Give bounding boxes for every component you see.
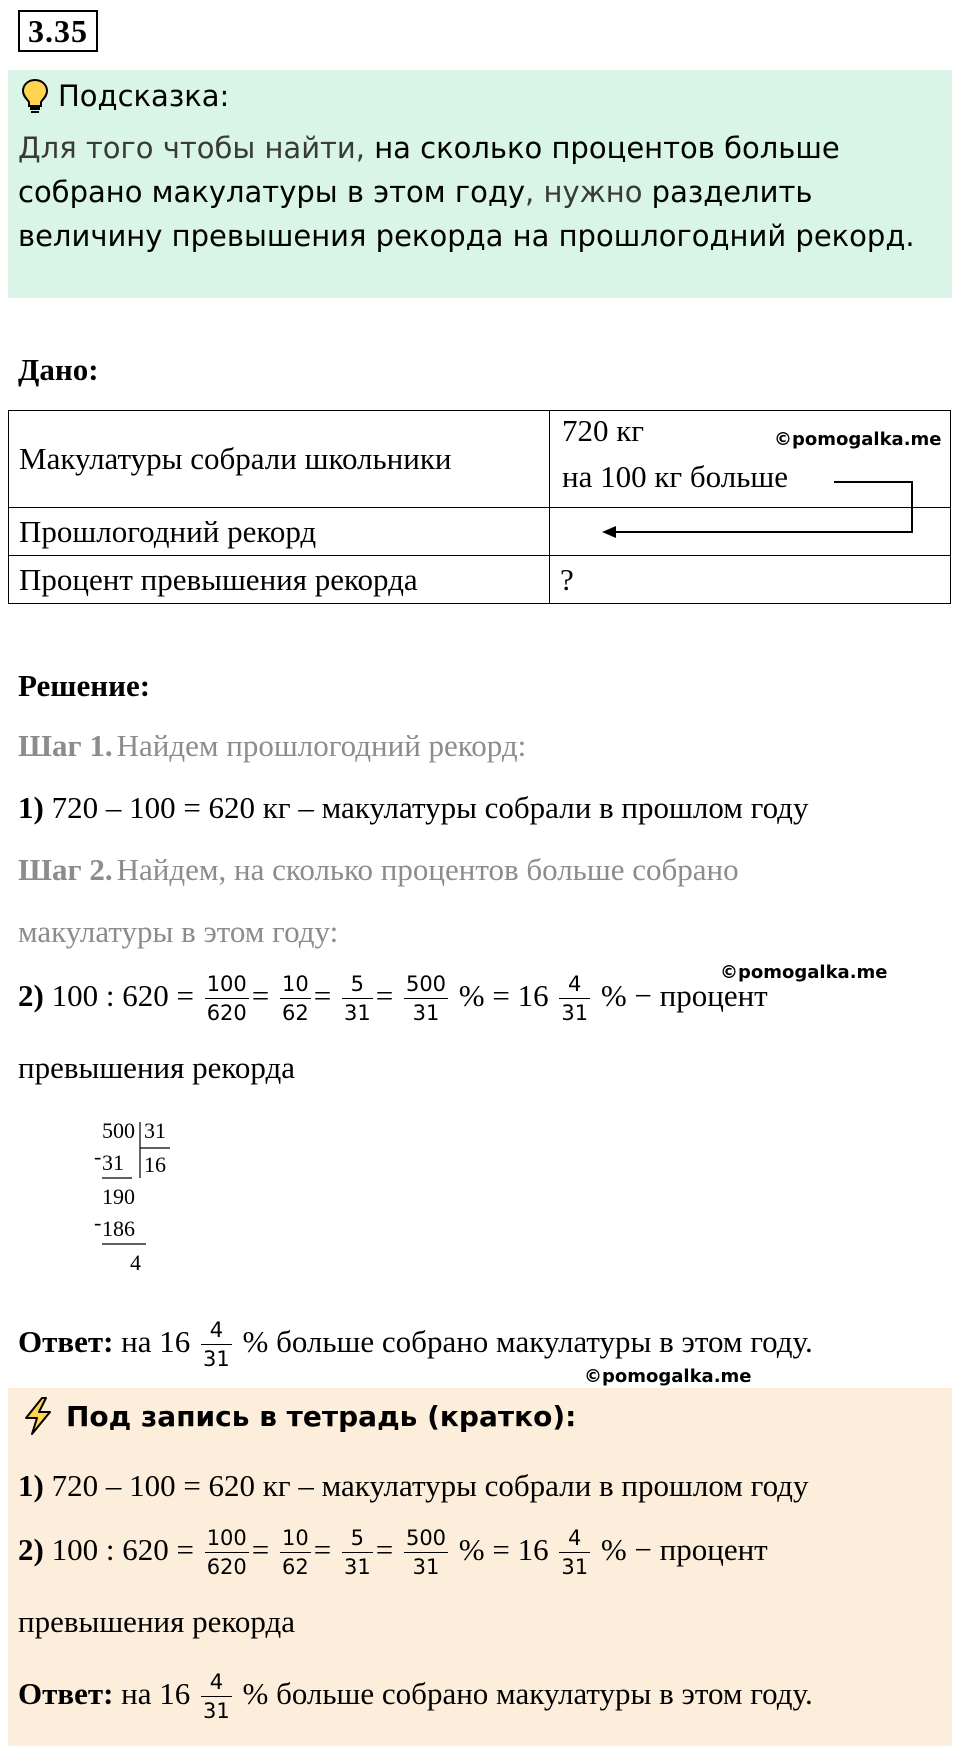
fraction: $\frac{100}{620}$	[206, 1526, 247, 1580]
equals: =	[251, 1531, 270, 1567]
step2-text: Найдем, на сколько процентов больше собрано	[116, 852, 739, 887]
watermark: ©pomogalka.me	[584, 1366, 752, 1387]
equals: =	[313, 977, 332, 1013]
given-value-1: 720 кг	[562, 413, 645, 448]
line1-number: 1)	[18, 790, 44, 825]
percent-equals: % = 16	[458, 1531, 549, 1567]
line2-start: 100 : 620 =	[51, 977, 194, 1013]
percent-equals: % = 16	[458, 977, 549, 1013]
fraction: $\frac{5}{31}$	[343, 1526, 371, 1580]
solution-line-1	[18, 790, 808, 826]
notes-line-2	[18, 1526, 768, 1579]
fraction: $\frac{10}{62}$	[282, 1526, 309, 1580]
solution-line-2-cont: превышения рекорда	[18, 1050, 296, 1085]
answer-label: Ответ:	[18, 1675, 114, 1711]
long-division	[88, 1118, 178, 1278]
problem-number: 3.35	[18, 10, 98, 52]
fraction: $\frac{500}{31}$	[405, 972, 447, 1026]
hint-seg4: разделить величину превышения рекорда на прошлогодний рекорд	[18, 175, 906, 253]
given-cell-name: Прошлогодний рекорд	[9, 508, 550, 556]
percent-tail: % − процент	[600, 1531, 768, 1567]
notes-title-text: Под запись в тетрадь (кратко):	[66, 1399, 577, 1433]
step2-label: Шаг 2.	[18, 852, 113, 887]
watermark: ©pomogalka.me	[774, 429, 942, 450]
fraction: $\frac{100}{620}$	[206, 972, 247, 1026]
ld-minus: -	[94, 1210, 102, 1235]
answer-line	[18, 1318, 813, 1371]
equals: =	[313, 1531, 332, 1567]
line1-text: 720 – 100 = 620 кг – макулатуры собрали в прошлом году	[51, 1468, 809, 1503]
ld-dividend: 500	[102, 1118, 135, 1143]
line2-number: 2)	[18, 977, 44, 1013]
equals: =	[375, 977, 394, 1013]
step1-line	[18, 728, 526, 764]
line2-start: 100 : 620 =	[51, 1531, 194, 1567]
fraction: $\frac{4}{31}$	[561, 1526, 589, 1580]
given-cell-name: Макулатуры собрали школьники	[9, 411, 550, 508]
answer-label: Ответ:	[18, 1323, 114, 1359]
line2-number: 2)	[18, 1531, 44, 1567]
notes-answer-line	[18, 1670, 813, 1723]
hint-seg2: на сколько процентов больше собрано макулатуры в этом году	[18, 131, 840, 209]
ld-rem1: 190	[102, 1184, 135, 1209]
fraction: $\frac{4}{31}$	[203, 1670, 230, 1724]
ld-sub1: 31	[102, 1150, 124, 1175]
ld-sub2: 186	[102, 1216, 135, 1241]
fraction: $\frac{4}{31}$	[203, 1318, 230, 1372]
step2-line	[18, 852, 739, 888]
given-cell-name: Процент превышения рекорда	[9, 556, 550, 604]
table-row	[9, 556, 951, 604]
step1-text: Найдем прошлогодний рекорд:	[116, 728, 527, 763]
answer-post: % больше собрано макулатуры в этом году.	[242, 1323, 813, 1359]
notes-title	[20, 1396, 576, 1436]
hint-seg3: , нужно	[525, 175, 652, 209]
long-division-lines	[88, 1118, 178, 1278]
answer-post: % больше собрано макулатуры в этом году.	[242, 1675, 813, 1711]
step2-text-cont: макулатуры в этом году:	[18, 914, 339, 949]
line1-number: 1)	[18, 1468, 44, 1503]
equals: =	[375, 1531, 394, 1567]
answer-pre: на 16	[121, 1323, 191, 1359]
fraction: $\frac{4}{31}$	[561, 972, 589, 1026]
ld-rem2: 4	[130, 1250, 141, 1275]
hint-seg5: .	[905, 219, 915, 253]
notes-line-2-cont: превышения рекорда	[18, 1604, 296, 1639]
solution-label: Решение:	[18, 668, 151, 703]
ld-minus: -	[94, 1144, 102, 1169]
line1-text: 720 – 100 = 620 кг – макулатуры собрали в прошлом году	[51, 790, 809, 825]
given-label: Дано:	[18, 352, 99, 387]
hint-title-text: Подсказка:	[58, 79, 230, 113]
fraction: $\frac{10}{62}$	[282, 972, 309, 1026]
equals: =	[251, 977, 270, 1013]
ld-quotient: 16	[144, 1152, 166, 1177]
answer-pre: на 16	[121, 1675, 191, 1711]
hint-seg1: Для того чтобы найти,	[18, 131, 375, 165]
ld-divisor: 31	[144, 1118, 166, 1143]
notes-line-1	[18, 1468, 808, 1504]
solution-line-2	[18, 972, 768, 1025]
lightning-icon	[20, 1396, 56, 1436]
watermark: ©pomogalka.me	[720, 962, 888, 983]
percent-tail: % − процент	[600, 977, 768, 1013]
step1-label: Шаг 1.	[18, 728, 113, 763]
given-cell-value: ?	[550, 556, 951, 604]
fraction: $\frac{500}{31}$	[405, 1526, 447, 1580]
given-value-2: на 100 кг больше	[562, 459, 788, 494]
arrow-connector	[0, 0, 960, 560]
fraction: $\frac{5}{31}$	[343, 972, 371, 1026]
